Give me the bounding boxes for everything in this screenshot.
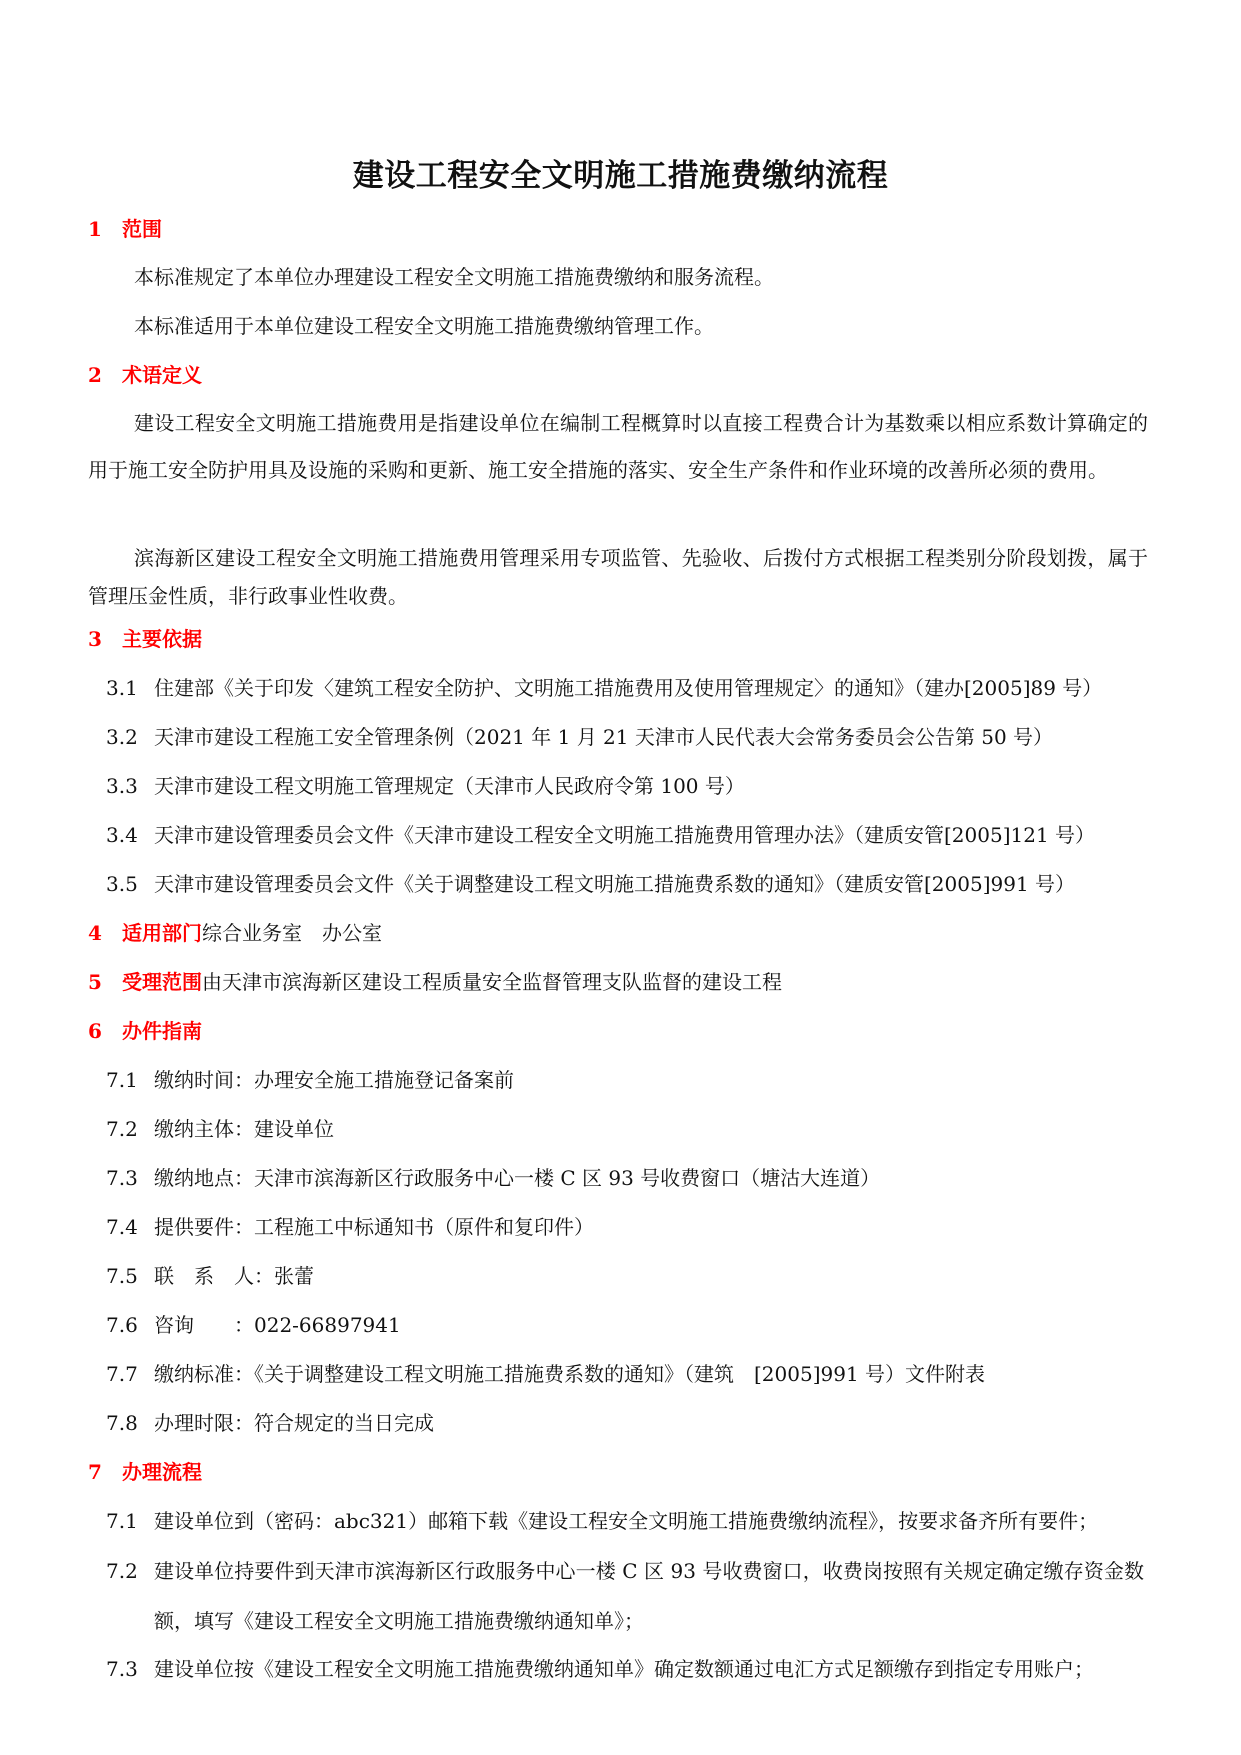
list-item: [106, 673, 1102, 703]
item-text: 缴纳标准：《关于调整建设工程文明施工措施费系数的通知》（建筑 [2005]991 号）文件附表: [154, 1362, 986, 1386]
item-number: 7.8: [106, 1411, 138, 1435]
list-item: [106, 1654, 1094, 1684]
item-number: 3.4: [106, 823, 138, 847]
section-label: 适用部门: [122, 921, 202, 945]
item-text: 办理时限：符合规定的当日完成: [154, 1411, 434, 1435]
item-text: 缴纳地点：天津市滨海新区行政服务中心一楼 C 区 93 号收费窗口（塘沽大连道）: [154, 1166, 881, 1190]
list-item: [106, 771, 745, 801]
item-number: 7.2: [106, 1559, 138, 1583]
list-item: [106, 1065, 514, 1095]
list-item: [106, 1114, 334, 1144]
section-number: 1: [88, 217, 102, 241]
item-text: 天津市建设工程文明施工管理规定（天津市人民政府令第 100 号）: [154, 774, 745, 798]
list-item: [106, 1163, 880, 1193]
section-number: 5: [88, 970, 102, 994]
item-text: 联 系 人：张蕾: [154, 1264, 314, 1288]
item-number: 7.7: [106, 1362, 138, 1386]
list-item: [106, 1506, 1098, 1536]
section-label: 主要依据: [122, 627, 202, 651]
item-text: 天津市建设工程施工安全管理条例（2021 年 1 月 21 天津市人民代表大会常务委员会公告第 50 号）: [154, 725, 1054, 749]
item-text: 天津市建设管理委员会文件《关于调整建设工程文明施工措施费系数的通知》（建质安管[2005]991 号）: [154, 872, 1076, 896]
item-text: 缴纳时间：办理安全施工措施登记备案前: [154, 1068, 514, 1092]
list-item: [106, 1546, 1156, 1646]
item-number: 7.4: [106, 1215, 138, 1239]
item-text: 建设单位按《建设工程安全文明施工措施费缴纳通知单》确定数额通过电汇方式足额缴存到指定专用账户；: [154, 1657, 1094, 1681]
section-number: 3: [88, 627, 102, 651]
section-number: 2: [88, 363, 102, 387]
item-number: 3.5: [106, 872, 138, 896]
item-number: 3.3: [106, 774, 138, 798]
paragraph: 滨海新区建设工程安全文明施工措施费用管理采用专项监管、先验收、后拨付方式根据工程类别分阶段划拨，属于管理压金性质，非行政事业性收费。: [88, 546, 1148, 608]
item-text: 缴纳主体：建设单位: [154, 1117, 334, 1141]
item-number: 3.1: [106, 676, 138, 700]
section-number: 7: [88, 1460, 102, 1484]
section-6-heading: [88, 1016, 202, 1046]
section-7-heading: [88, 1457, 202, 1487]
section-label: 受理范围: [122, 970, 202, 994]
item-number: 3.2: [106, 725, 138, 749]
item-number: 7.1: [106, 1068, 138, 1092]
item-text: 咨询 ：022-66897941: [154, 1313, 401, 1337]
item-text: 建设单位到（密码：abc321）邮箱下载《建设工程安全文明施工措施费缴纳流程》，按要求备齐所有要件；: [154, 1509, 1099, 1533]
list-item: [106, 1261, 314, 1291]
paragraph: 建设工程安全文明施工措施费用是指建设单位在编制工程概算时以直接工程费合计为基数乘以相应系数计算确定的用于施工安全防护用具及设施的采购和更新、施工安全措施的落实、安全生产条件和作业环境的改善所必须的费用。: [88, 411, 1148, 482]
list-item: [106, 1310, 401, 1340]
item-number: 7.6: [106, 1313, 138, 1337]
section-5-heading: [88, 967, 782, 997]
list-item: [106, 1359, 985, 1389]
section-label: 术语定义: [122, 363, 202, 387]
section-value: 由天津市滨海新区建设工程质量安全监督管理支队监督的建设工程: [202, 970, 782, 994]
list-item: [106, 820, 1095, 850]
section-1-heading: [88, 214, 162, 244]
list-item: [106, 1212, 594, 1242]
section-value: 综合业务室 办公室: [202, 921, 382, 945]
item-number: 7.1: [106, 1509, 138, 1533]
section-2-heading: [88, 360, 202, 390]
paragraph: 本标准适用于本单位建设工程安全文明施工措施费缴纳管理工作。: [134, 314, 714, 338]
item-text: 提供要件：工程施工中标通知书（原件和复印件）: [154, 1215, 594, 1239]
item-text: 建设单位持要件到天津市滨海新区行政服务中心一楼 C 区 93 号收费窗口，收费岗按照有关规定确定缴存资金数额，填写《建设工程安全文明施工措施费缴纳通知单》；: [154, 1559, 1144, 1633]
item-number: 7.3: [106, 1657, 138, 1681]
section-label: 范围: [122, 217, 162, 241]
section-number: 6: [88, 1019, 102, 1043]
list-item: [106, 1408, 434, 1438]
item-number: 7.3: [106, 1166, 138, 1190]
list-item: [106, 869, 1075, 899]
list-item: [106, 722, 1053, 752]
section-label: 办理流程: [122, 1460, 202, 1484]
section-3-heading: [88, 624, 202, 654]
item-text: 天津市建设管理委员会文件《天津市建设工程安全文明施工措施费用管理办法》（建质安管[2005]121 号）: [154, 823, 1096, 847]
document-title: 建设工程安全文明施工措施费缴纳流程: [352, 158, 889, 194]
paragraph: 本标准规定了本单位办理建设工程安全文明施工措施费缴纳和服务流程。: [134, 265, 774, 289]
item-number: 7.2: [106, 1117, 138, 1141]
section-label: 办件指南: [122, 1019, 202, 1043]
section-4-heading: [88, 918, 382, 948]
item-text: 住建部《关于印发〈建筑工程安全防护、文明施工措施费用及使用管理规定〉的通知》（建办[2005]89 号）: [154, 676, 1103, 700]
item-number: 7.5: [106, 1264, 138, 1288]
section-number: 4: [88, 921, 102, 945]
